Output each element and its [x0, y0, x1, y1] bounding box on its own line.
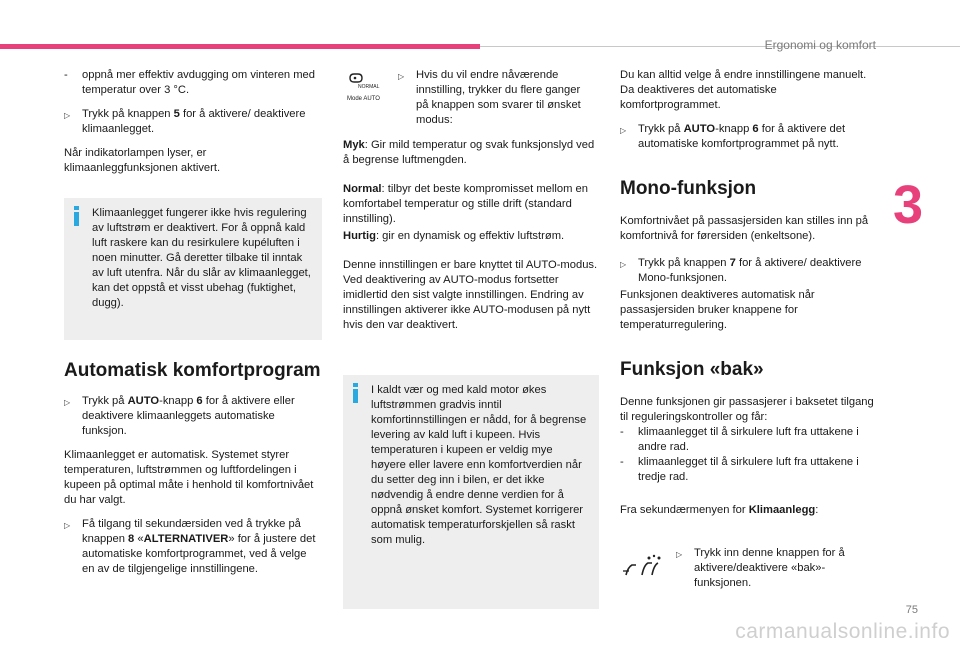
paragraph: Funksjonen deaktiveres automatisk når passasjersiden bruker knappene for temperaturregulering. [620, 289, 815, 331]
bullet-dash: - oppnå mer effektiv avdugging om vinteren med temperatur over 3 °C. [64, 68, 322, 98]
column-1-lower [64, 360, 322, 586]
instruction-item: ▷ Hvis du vil endre nåværende innstilling, trykker du flere ganger på knappen som svarer til ønsket modus: [398, 68, 588, 128]
page-number: 75 [905, 604, 918, 616]
column-2 [343, 138, 599, 342]
column-1 [64, 68, 322, 185]
info-box [64, 198, 322, 340]
paragraph: Klimaanlegget er automatisk. Systemet styrer temperaturen, luftstrømmen og luftfordelingen i kupeen på optimal måte i henhold til komfortnivået du har valgt. [64, 449, 314, 506]
bullet-dash: - klimaanlegget til å sirkulere luft fra uttakene i andre rad. [620, 425, 876, 455]
mode-auto-icon [346, 70, 386, 104]
section-heading: Automatisk komfortprogram [64, 360, 321, 381]
paragraph: Du kan alltid velge å endre innstillingene manuelt. Da deaktiveres det automatiske komfortprogrammet. [620, 69, 867, 111]
instruction-item: ▷ Trykk på AUTO-knapp 6 for å aktivere det automatiske komfortprogrammet på nytt. [620, 122, 876, 152]
section-heading: Funksjon «bak» [620, 359, 764, 380]
info-text: Klimaanlegget fungerer ikke hvis regulering av luftstrøm er deaktivert. For å oppnå kald luft raskere kan du resirkulere kupéluften i noen minutter. Gå deretter tilbake til inntak av luft utenfra. Når du slår av klimaanlegget, kan det oppstå et visst ubehag (fuktighet, dugg). [92, 207, 311, 309]
instruction-item: ▷ Trykk på knappen 5 for å aktivere/ deaktivere klimaanlegget. [64, 107, 322, 137]
instruction-item: ▷ Trykk inn denne knappen for å aktivere/deaktivere «bak»-funksjonen. [676, 546, 856, 591]
header-rule [480, 46, 960, 47]
mode-myk: Myk: Gir mild temperatur og svak funksjonslyd ved å begrense luftmengden. [343, 139, 595, 166]
svg-text:NORMAL: NORMAL [358, 84, 380, 90]
info-icon [74, 206, 79, 226]
mode-normal: Normal: tilbyr det beste kompromisset mellom en komfortabel temperatur og stille drift (standard innstilling). [343, 183, 588, 225]
paragraph: Fra sekundærmenyen for Klimaanlegg: [620, 504, 819, 516]
watermark: carmanualsonline.info [735, 620, 950, 643]
chapter-number: 3 [893, 175, 924, 235]
instruction-item: ▷ Trykk på knappen 7 for å aktivere/ deaktivere Mono-funksjonen. [620, 256, 876, 286]
mode-hurtig: Hurtig: gir en dynamisk og effektiv luftstrøm. [343, 230, 565, 242]
instruction-item: ▷ Trykk på AUTO-knapp 6 for å aktivere eller deaktivere klimaanleggets automatiske funksjon. [64, 394, 322, 439]
info-box [343, 375, 599, 609]
instruction-item: ▷ Få tilgang til sekundærsiden ved å trykke på knappen 8 «ALTERNATIVER» for å justere det automatiske komfortprogrammet, ved å velge en av de tilgjengelige innstillingene. [64, 517, 322, 577]
info-icon [353, 383, 358, 403]
column-2-top [398, 68, 588, 137]
column-3 [620, 68, 876, 527]
bullet-dash: - klimaanlegget til å sirkulere luft fra uttakene i tredje rad. [620, 455, 876, 485]
svg-text:Mode AUTO: Mode AUTO [347, 96, 380, 102]
paragraph: Denne innstillingen er bare knyttet til AUTO-modus. Ved deaktivering av AUTO-modus fortsetter imidlertid den sist valgte innstillingen. Endring av innstillingen aktiverer ikke AUTO-modusen på nytt hvis den var deaktivert. [343, 259, 598, 331]
column-3-bottom [676, 546, 856, 600]
paragraph: Når indikatorlampen lyser, er klimaanleggfunksjonen aktivert. [64, 147, 221, 174]
rear-climate-icon [622, 553, 664, 579]
info-text: I kaldt vær og med kald motor økes luftstrømmen gradvis inntil komfortinnstillingen er nådd, for å begrense levering av kald luft i kupeen. Hvis temperaturen i kupeen er veldig mye høyere eller lavere enn komfortverdien når du setter deg inn i bilen, er det ikke nødvendig å endre denne verdien for å oppnå ønsket komfort. Systemet korrigerer automatisk temperaturforskjellen så raskt som mulig. [371, 384, 587, 546]
accent-bar [0, 44, 480, 49]
section-heading: Mono-funksjon [620, 178, 757, 199]
paragraph: Komfortnivået på passasjersiden kan stilles inn på komfortnivå for førersiden (enkeltsone). [620, 215, 869, 242]
section-title: Ergonomi og komfort [764, 38, 876, 52]
paragraph: Denne funksjonen gir passasjerer i baksetet tilgang til reguleringskontroller og får: [620, 396, 874, 423]
